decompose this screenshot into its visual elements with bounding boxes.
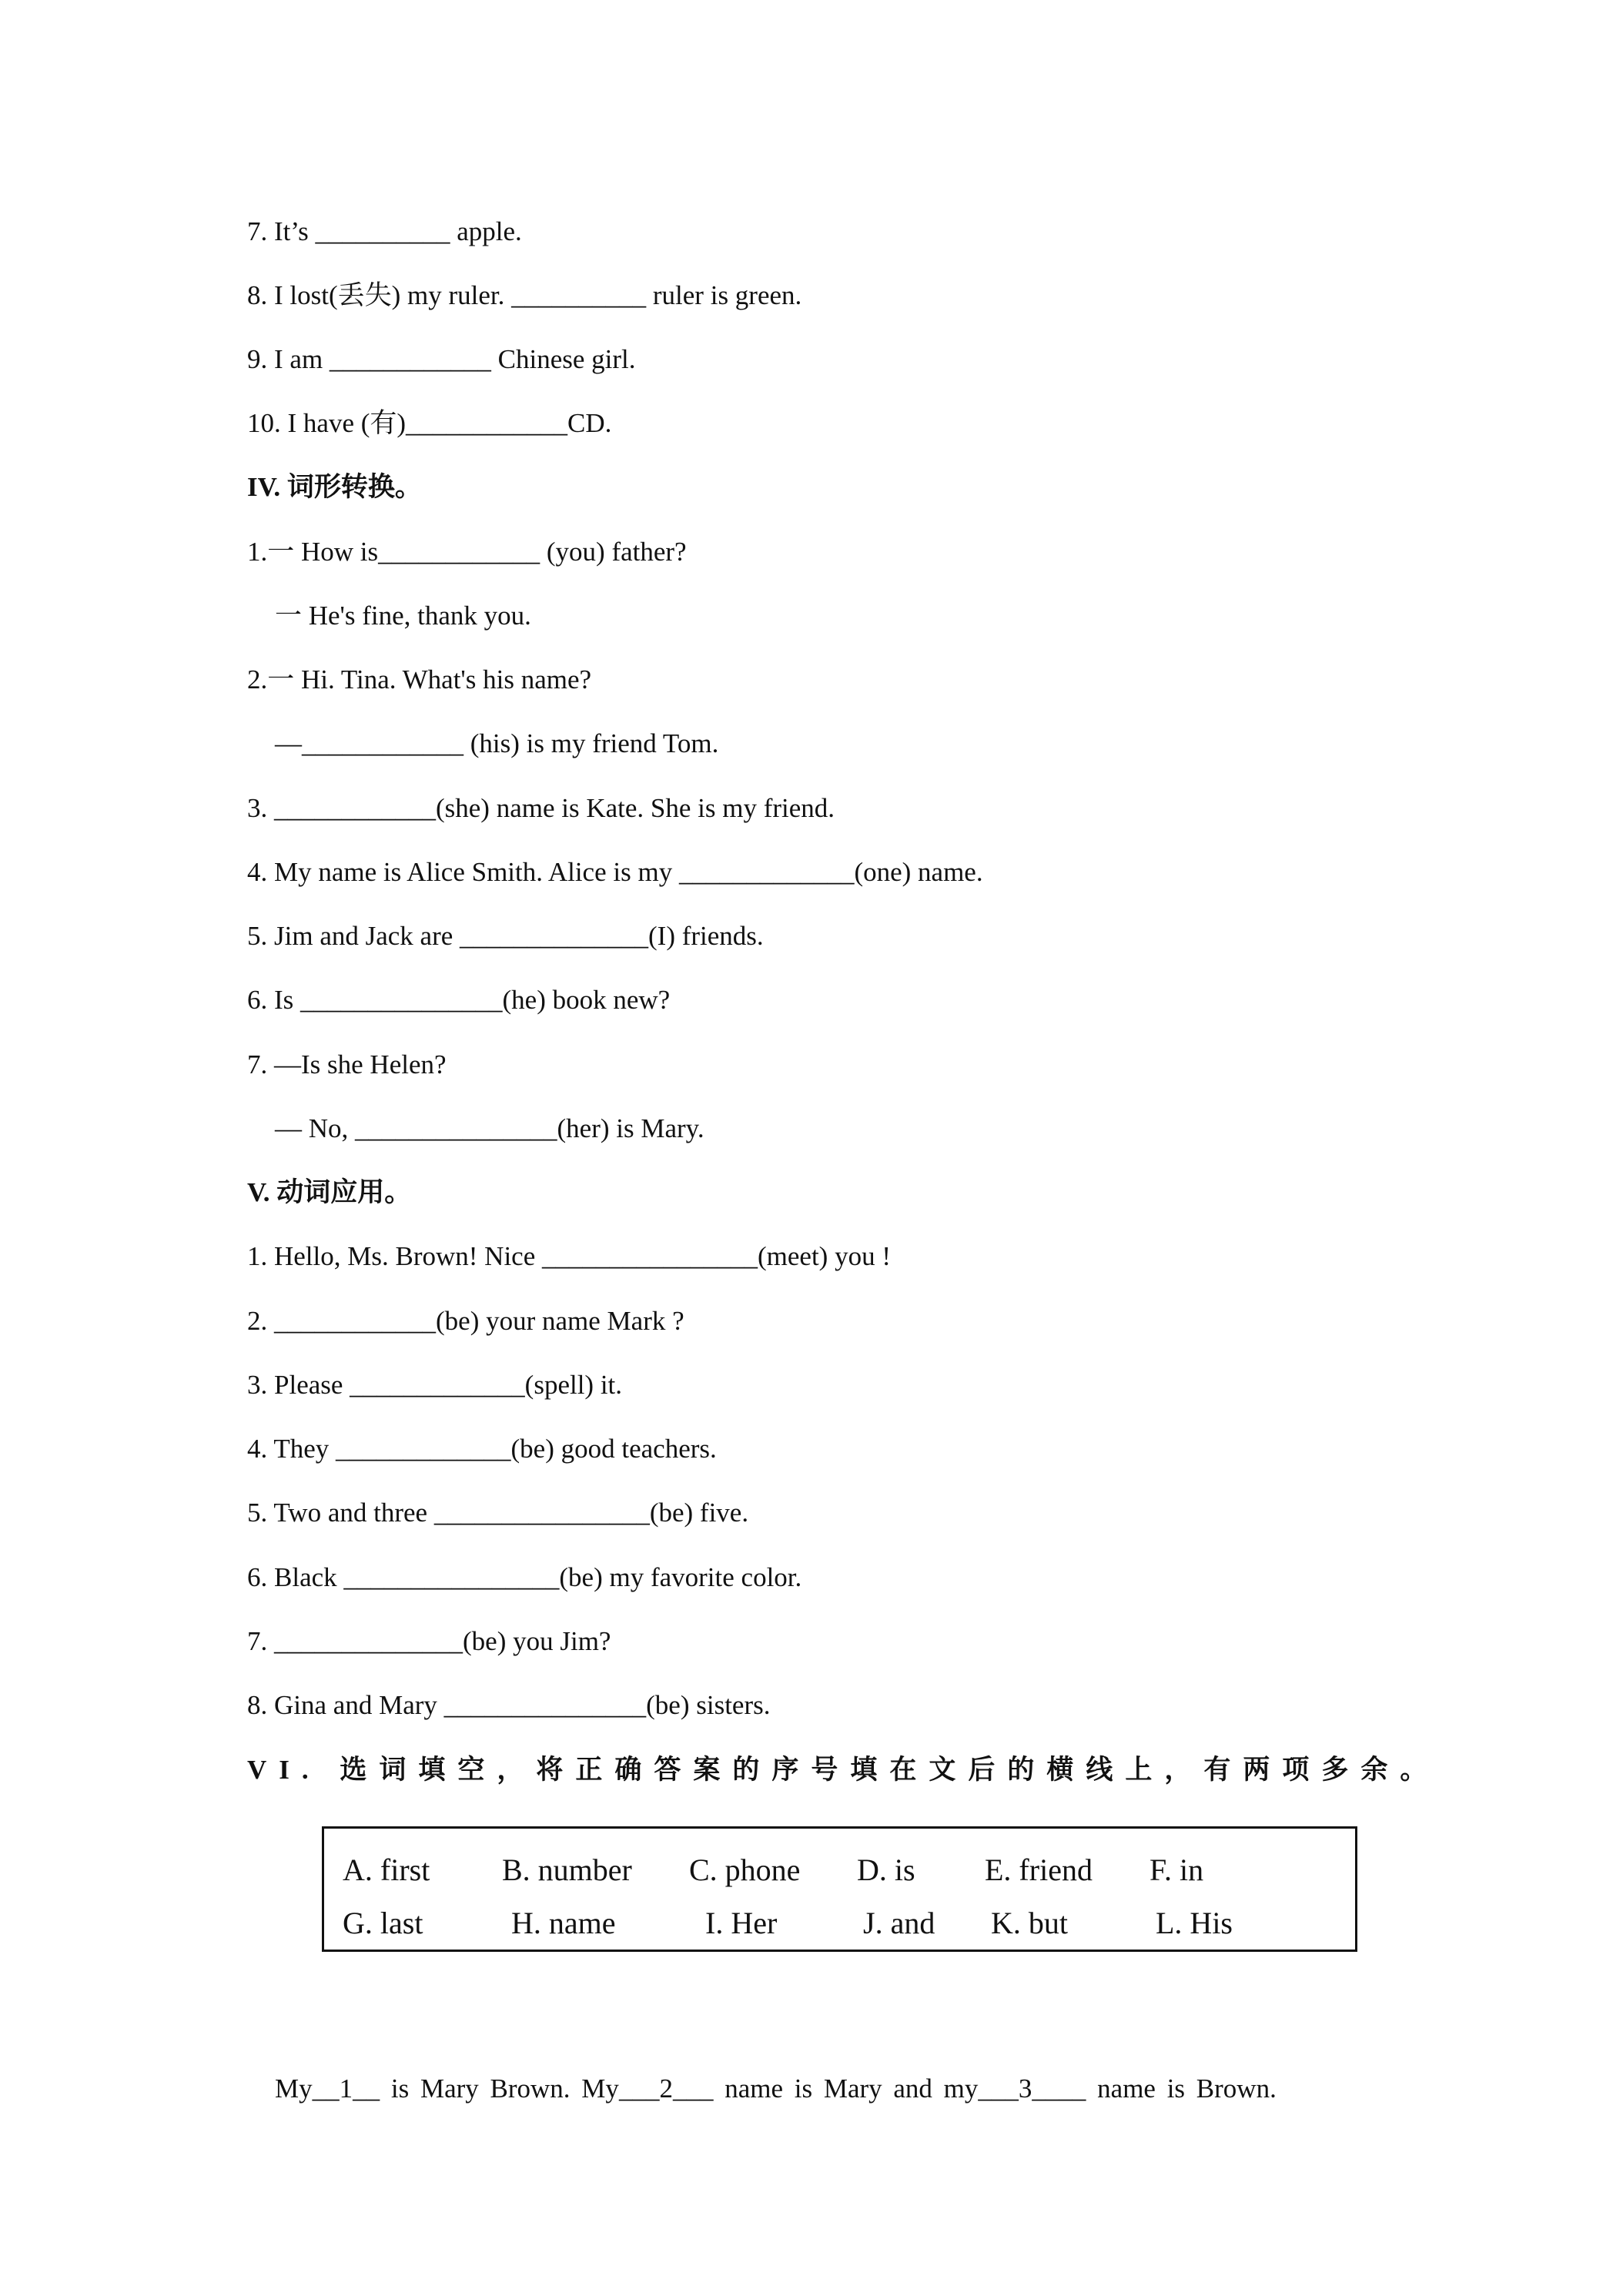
- option-j: J. and: [863, 1906, 935, 1940]
- option-k: K. but: [991, 1906, 1068, 1940]
- option-g: G. last: [343, 1906, 423, 1940]
- options-box: [322, 1826, 1357, 1952]
- section-iv-heading: IV. 词形转换。: [247, 472, 422, 502]
- option-i: I. Her: [705, 1906, 778, 1940]
- line-v-5: 5. Two and three ________________(be) five.: [247, 1498, 749, 1528]
- section-vi-heading: VI. 选词填空，将正确答案的序号填在文后的横线上，有两项多余。: [247, 1755, 1440, 1785]
- line-v-2: 2. ____________(be) your name Mark ?: [247, 1306, 684, 1336]
- line-v-1: 1. Hello, Ms. Brown! Nice ________________(meet) you !: [247, 1241, 891, 1271]
- line-q8: 8. I lost(丢失) my ruler. __________ ruler is green.: [247, 280, 802, 310]
- line-iv-4: 4. My name is Alice Smith. Alice is my _____________(one) name.: [247, 857, 983, 887]
- line-v-7: 7. ______________(be) you Jim?: [247, 1626, 611, 1656]
- line-iv-1-reply: 一 He's fine, thank you.: [275, 601, 531, 631]
- line-q10: 10. I have (有)____________CD.: [247, 408, 612, 438]
- line-iv-5: 5. Jim and Jack are ______________(I) friends.: [247, 921, 764, 951]
- passage: [275, 2075, 1387, 2102]
- option-c: C. phone: [689, 1853, 801, 1887]
- line-iv-1: 1.一 How is____________ (you) father?: [247, 537, 687, 567]
- line-v-6: 6. Black ________________(be) my favorite color.: [247, 1562, 802, 1592]
- passage-blank-3: ___3____: [978, 2073, 1086, 2104]
- option-l: L. His: [1156, 1906, 1233, 1940]
- option-b: B. number: [502, 1853, 632, 1887]
- passage-text-1: My: [275, 2073, 313, 2104]
- line-iv-7-reply: — No, _______________(her) is Mary.: [275, 1113, 704, 1143]
- option-f: F. in: [1149, 1853, 1204, 1887]
- line-v-3: 3. Please _____________(spell) it.: [247, 1370, 623, 1400]
- option-a: A. first: [343, 1853, 430, 1887]
- section-v-heading: V. 动词应用。: [247, 1177, 412, 1207]
- option-d: D. is: [857, 1853, 915, 1887]
- line-v-4: 4. They _____________(be) good teachers.: [247, 1434, 717, 1464]
- line-v-8: 8. Gina and Mary _______________(be) sisters.: [247, 1690, 771, 1720]
- line-iv-7: 7. —Is she Helen?: [247, 1049, 447, 1079]
- line-q7: 7. It’s __________ apple.: [247, 216, 522, 246]
- passage-blank-1: __1__: [312, 2073, 380, 2104]
- line-q9: 9. I am ____________ Chinese girl.: [247, 344, 636, 374]
- line-iv-6: 6. Is _______________(he) book new?: [247, 985, 671, 1015]
- option-h: H. name: [511, 1906, 616, 1940]
- passage-text-2: is Mary Brown. My: [380, 2073, 619, 2104]
- passage-text-3: name is Mary and my: [713, 2073, 979, 2104]
- passage-blank-2: ___2___: [618, 2073, 714, 2104]
- line-iv-3: 3. ____________(she) name is Kate. She is my friend.: [247, 793, 835, 823]
- line-iv-2: 2.一 Hi. Tina. What's his name?: [247, 664, 592, 694]
- passage-text-4: name is Brown.: [1086, 2073, 1277, 2104]
- option-e: E. friend: [985, 1853, 1093, 1887]
- line-iv-2-reply: —____________ (his) is my friend Tom.: [275, 728, 719, 758]
